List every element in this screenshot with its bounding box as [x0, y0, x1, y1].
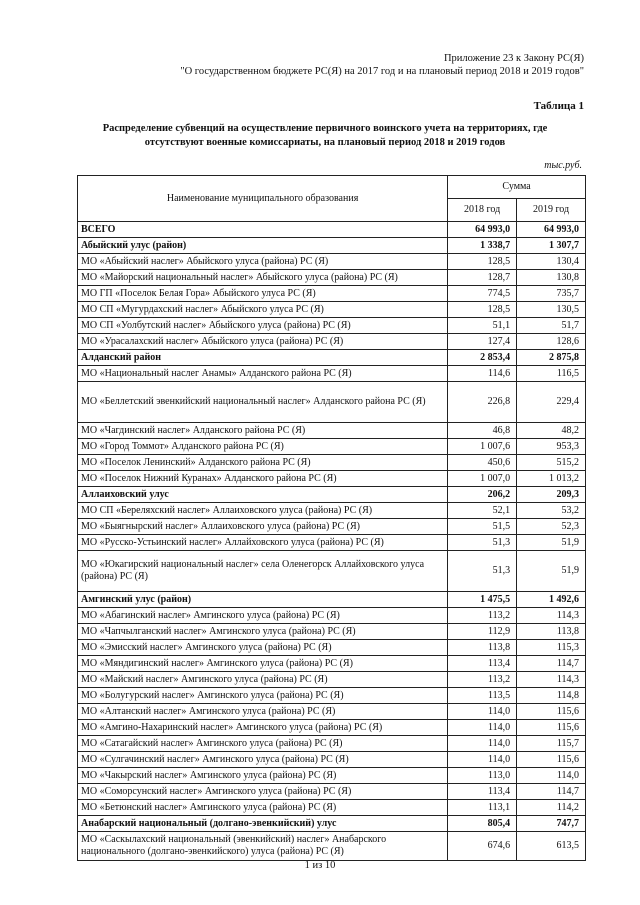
row-name-cell: Аллаиховский улус: [78, 487, 448, 503]
row-name-cell: МО «Болугурский наслег» Амгинского улуса (района) РС (Я): [78, 688, 448, 704]
row-2019-cell: 1 307,7: [517, 238, 586, 254]
row-2018-cell: 113,0: [448, 768, 517, 784]
table-title: Распределение субвенций на осуществление первичного воинского учета на территориях, где отсутствуют военные комиссариаты, на плановый период 2018 и 2019 годов: [102, 123, 548, 148]
column-header-2019: 2019 год: [517, 199, 586, 222]
row-2018-cell: 113,2: [448, 672, 517, 688]
row-2019-cell: 53,2: [517, 503, 586, 519]
row-2019-cell: 515,2: [517, 455, 586, 471]
table-row: [78, 270, 586, 286]
table-row: [78, 302, 586, 318]
row-2018-cell: 113,4: [448, 784, 517, 800]
table-group-row: [78, 222, 586, 238]
row-2019-cell: 209,3: [517, 487, 586, 503]
row-2019-cell: 64 993,0: [517, 222, 586, 238]
row-name-cell: МО «Абагинский наслег» Амгинского улуса (района) РС (Я): [78, 608, 448, 624]
row-2019-cell: 114,8: [517, 688, 586, 704]
row-name-cell: МО «Чапчылганский наслег» Амгинского улуса (района) РС (Я): [78, 624, 448, 640]
row-2019-cell: 115,6: [517, 720, 586, 736]
row-2019-cell: 114,2: [517, 800, 586, 816]
row-name-cell: МО СП «Береляхский наслег» Аллаиховского улуса (района) РС (Я): [78, 503, 448, 519]
row-2019-cell: 130,8: [517, 270, 586, 286]
table-row: [78, 688, 586, 704]
page-number: 1 из 10: [304, 860, 336, 871]
row-2019-cell: 115,3: [517, 640, 586, 656]
row-2018-cell: 774,5: [448, 286, 517, 302]
row-2019-cell: 113,8: [517, 624, 586, 640]
row-2019-cell: 48,2: [517, 423, 586, 439]
row-name-cell: Алданский район: [78, 350, 448, 366]
appendix-line-2: "О государственном бюджете РС(Я) на 2017 год и на плановый период 2018 и 2019 годов": [180, 66, 584, 77]
row-2018-cell: 805,4: [448, 816, 517, 832]
row-2018-cell: 64 993,0: [448, 222, 517, 238]
row-2018-cell: 128,5: [448, 254, 517, 270]
row-name-cell: МО СП «Уолбутский наслег» Абыйского улуса (района) РС (Я): [78, 318, 448, 334]
row-2018-cell: 114,0: [448, 736, 517, 752]
column-header-name: Наименование муниципального образования: [78, 176, 448, 222]
row-2019-cell: 51,9: [517, 551, 586, 592]
row-name-cell: Абыйский улус (район): [78, 238, 448, 254]
column-header-sum: Сумма: [448, 176, 586, 199]
row-2019-cell: 735,7: [517, 286, 586, 302]
row-name-cell: МО «Город Томмот» Алданского района РС (Я): [78, 439, 448, 455]
column-header-2018: 2018 год: [448, 199, 517, 222]
row-2019-cell: 130,5: [517, 302, 586, 318]
row-name-cell: МО «Амгино-Нахаринский наслег» Амгинского улуса (района) РС (Я): [78, 720, 448, 736]
row-name-cell: МО «Поселок Ленинский» Алданского района РС (Я): [78, 455, 448, 471]
row-2019-cell: 115,7: [517, 736, 586, 752]
row-name-cell: Амгинский улус (район): [78, 592, 448, 608]
table-row: [78, 832, 586, 861]
row-2019-cell: 613,5: [517, 832, 586, 861]
table-row: [78, 286, 586, 302]
subsidy-table: [77, 175, 586, 861]
table-group-row: [78, 592, 586, 608]
table-row: [78, 640, 586, 656]
row-2019-cell: 116,5: [517, 366, 586, 382]
unit-label: тыс.руб.: [544, 160, 582, 171]
row-2018-cell: 2 853,4: [448, 350, 517, 366]
row-name-cell: МО «Русско-Устьинский наслег» Аллайховского улуса (района) РС (Я): [78, 535, 448, 551]
row-2018-cell: 1 475,5: [448, 592, 517, 608]
table-row: [78, 800, 586, 816]
row-2019-cell: 115,6: [517, 704, 586, 720]
row-name-cell: МО «Мяндигинский наслег» Амгинского улуса (района) РС (Я): [78, 656, 448, 672]
row-2018-cell: 128,5: [448, 302, 517, 318]
row-name-cell: МО «Саскылахский национальный (эвенкийский) наслег» Анабарского национального (долгано-эвенкийского) улуса (района) РС (Я): [78, 832, 448, 861]
row-name-cell: МО «Беллетский эвенкийский национальный наслег» Алданского района РС (Я): [78, 382, 448, 423]
table-row: [78, 471, 586, 487]
row-name-cell: МО «Национальный наслег Анамы» Алданского района РС (Я): [78, 366, 448, 382]
table-row: [78, 720, 586, 736]
row-2018-cell: 113,1: [448, 800, 517, 816]
row-2018-cell: 113,2: [448, 608, 517, 624]
row-2018-cell: 450,6: [448, 455, 517, 471]
table-row: [78, 423, 586, 439]
row-2018-cell: 112,9: [448, 624, 517, 640]
row-2018-cell: 226,8: [448, 382, 517, 423]
row-2019-cell: 114,7: [517, 784, 586, 800]
row-2019-cell: 1 492,6: [517, 592, 586, 608]
row-2018-cell: 51,5: [448, 519, 517, 535]
table-group-row: [78, 238, 586, 254]
table-row: [78, 503, 586, 519]
table-group-row: [78, 487, 586, 503]
row-2018-cell: 113,4: [448, 656, 517, 672]
table-row: [78, 768, 586, 784]
row-2019-cell: 114,0: [517, 768, 586, 784]
row-name-cell: МО «Быягнырский наслег» Аллаиховского улуса (района) РС (Я): [78, 519, 448, 535]
row-name-cell: МО «Юкагирский национальный наслег» села Оленегорск Аллайховского улуса (района) РС (Я): [78, 551, 448, 592]
row-2019-cell: 128,6: [517, 334, 586, 350]
table-group-row: [78, 350, 586, 366]
row-name-cell: МО «Бетюнский наслег» Амгинского улуса (района) РС (Я): [78, 800, 448, 816]
row-name-cell: МО «Чакырский наслег» Амгинского улуса (района) РС (Я): [78, 768, 448, 784]
row-2018-cell: 114,0: [448, 752, 517, 768]
row-2019-cell: 51,7: [517, 318, 586, 334]
row-name-cell: ВСЕГО: [78, 222, 448, 238]
row-name-cell: МО ГП «Поселок Белая Гора» Абыйского улуса РС (Я): [78, 286, 448, 302]
table-group-row: [78, 816, 586, 832]
row-2018-cell: 51,3: [448, 551, 517, 592]
row-2018-cell: 206,2: [448, 487, 517, 503]
table-row: [78, 366, 586, 382]
table-row: [78, 439, 586, 455]
row-2019-cell: 1 013,2: [517, 471, 586, 487]
table-row: [78, 318, 586, 334]
row-name-cell: МО «Алтанский наслег» Амгинского улуса (района) РС (Я): [78, 704, 448, 720]
row-name-cell: МО «Майорский национальный наслег» Абыйского улуса (района) РС (Я): [78, 270, 448, 286]
row-name-cell: МО «Урасалахский наслег» Абыйского улуса (района) РС (Я): [78, 334, 448, 350]
table-row: [78, 784, 586, 800]
table-row: [78, 334, 586, 350]
row-2019-cell: 114,3: [517, 608, 586, 624]
row-2019-cell: 747,7: [517, 816, 586, 832]
row-2019-cell: 51,9: [517, 535, 586, 551]
row-2018-cell: 113,5: [448, 688, 517, 704]
table-row: [78, 535, 586, 551]
table-row: [78, 752, 586, 768]
row-2018-cell: 1 338,7: [448, 238, 517, 254]
row-name-cell: МО «Сатагайский наслег» Амгинского улуса (района) РС (Я): [78, 736, 448, 752]
row-name-cell: МО «Майский наслег» Амгинского улуса (района) РС (Я): [78, 672, 448, 688]
row-2018-cell: 52,1: [448, 503, 517, 519]
row-2018-cell: 1 007,0: [448, 471, 517, 487]
row-name-cell: МО «Поселок Нижний Куранах» Алданского района РС (Я): [78, 471, 448, 487]
table-row: [78, 624, 586, 640]
table-row: [78, 519, 586, 535]
row-name-cell: МО СП «Мугурдахский наслег» Абыйского улуса РС (Я): [78, 302, 448, 318]
row-2018-cell: 51,3: [448, 535, 517, 551]
table-row: [78, 736, 586, 752]
row-2018-cell: 51,1: [448, 318, 517, 334]
row-2018-cell: 114,0: [448, 704, 517, 720]
row-2019-cell: 115,6: [517, 752, 586, 768]
table-row: [78, 455, 586, 471]
row-2018-cell: 114,0: [448, 720, 517, 736]
appendix-line-1: Приложение 23 к Закону РС(Я): [443, 53, 584, 64]
row-name-cell: МО «Эмисский наслег» Амгинского улуса (района) РС (Я): [78, 640, 448, 656]
row-2019-cell: 114,7: [517, 656, 586, 672]
row-2018-cell: 114,6: [448, 366, 517, 382]
row-2019-cell: 52,3: [517, 519, 586, 535]
table-row: [78, 608, 586, 624]
table-row: [78, 254, 586, 270]
row-2018-cell: 1 007,6: [448, 439, 517, 455]
appendix-header: [180, 52, 584, 78]
row-2019-cell: 953,3: [517, 439, 586, 455]
table-row: [78, 551, 586, 592]
row-2018-cell: 46,8: [448, 423, 517, 439]
table-header-row: [78, 176, 586, 199]
row-2018-cell: 113,8: [448, 640, 517, 656]
row-2018-cell: 127,4: [448, 334, 517, 350]
table-row: [78, 382, 586, 423]
row-name-cell: МО «Сулгачинский наслег» Амгинского улуса (района) РС (Я): [78, 752, 448, 768]
row-name-cell: Анабарский национальный (долгано-эвенкийский) улус: [78, 816, 448, 832]
row-name-cell: МО «Соморсунский наслег» Амгинского улуса (района) РС (Я): [78, 784, 448, 800]
table-label: Таблица 1: [533, 100, 584, 112]
row-name-cell: МО «Чагдинский наслег» Алданского района РС (Я): [78, 423, 448, 439]
row-name-cell: МО «Абыйский наслег» Абыйского улуса (района) РС (Я): [78, 254, 448, 270]
table-row: [78, 656, 586, 672]
row-2019-cell: 130,4: [517, 254, 586, 270]
row-2019-cell: 114,3: [517, 672, 586, 688]
table-row: [78, 672, 586, 688]
row-2019-cell: 2 875,8: [517, 350, 586, 366]
row-2019-cell: 229,4: [517, 382, 586, 423]
row-2018-cell: 128,7: [448, 270, 517, 286]
table-row: [78, 704, 586, 720]
row-2018-cell: 674,6: [448, 832, 517, 861]
